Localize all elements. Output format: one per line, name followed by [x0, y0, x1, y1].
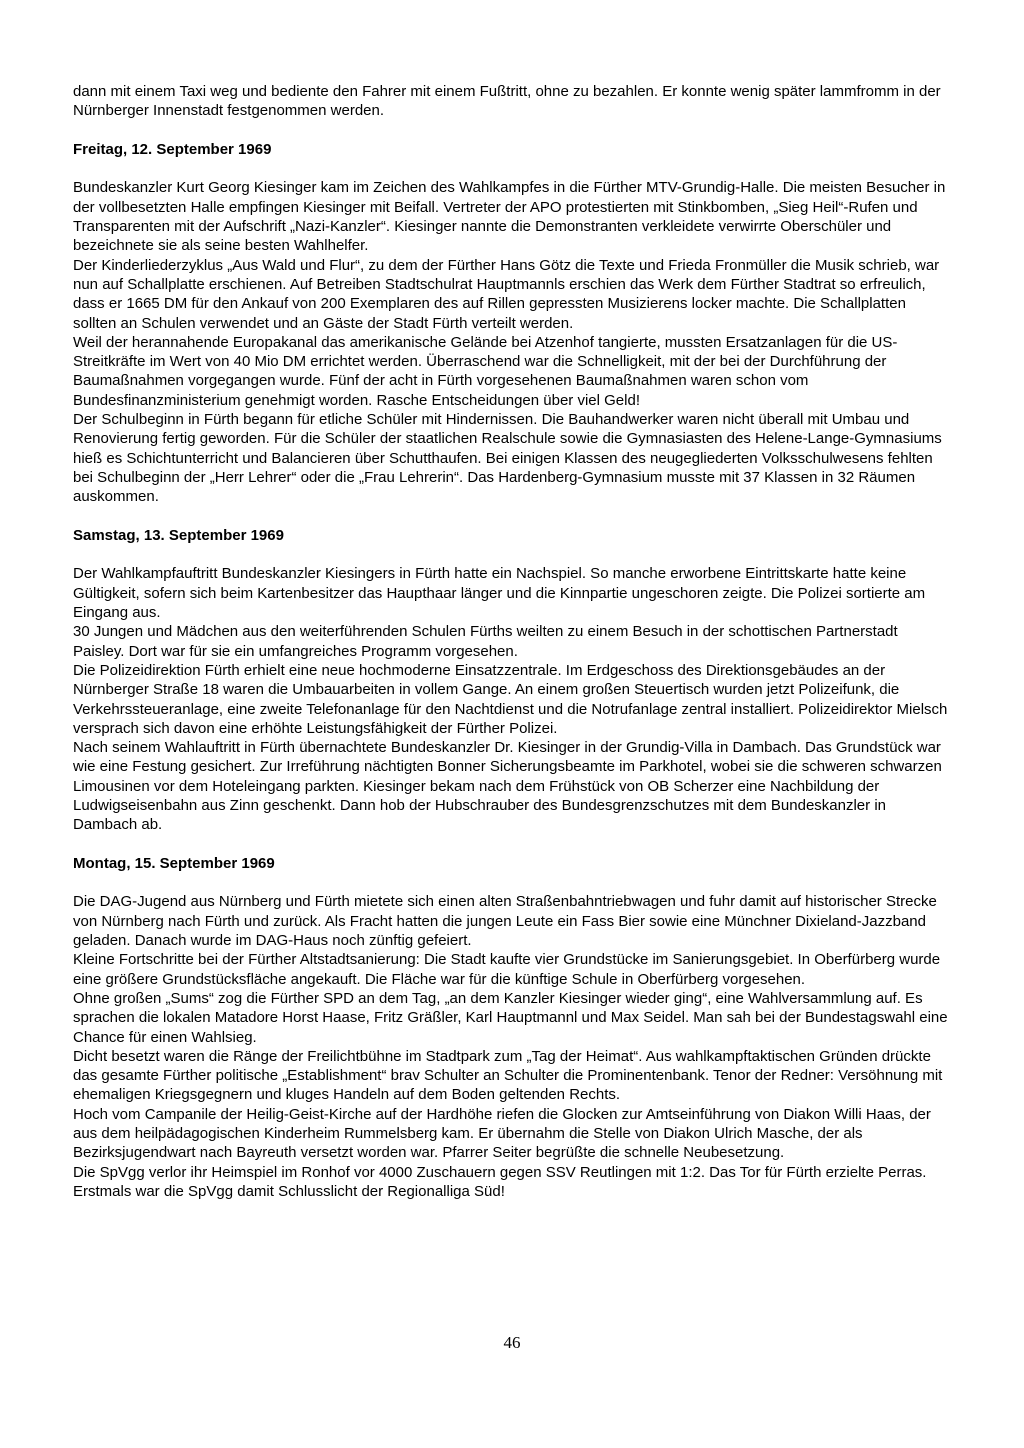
paragraph-kiesinger-wahlkampf: Bundeskanzler Kurt Georg Kiesinger kam im Zeichen des Wahlkampfes in die Fürther MTV-Grundig-Halle. Die meisten Besucher in der vollbesetzten Halle empfingen Kiesinger mit Beifall. Vertreter der APO protestierten mit Stinkbomben, „Sieg Heil“-Rufen und Transparenten mit der Aufschrift „Nazi-Kanzler“. Kiesinger nannte die Demonstranten verkleidete verwirrte Oberschüler und bezeichnete sie als seine besten Wahlhelfer.: [73, 179, 946, 255]
paragraph-spvgg-heimspiel: Die SpVgg verlor ihr Heimspiel im Ronhof vor 4000 Zuschauern gegen SSV Reutlingen mit 1:2. Das Tor für Fürth erzielte Perras. Erstmals war die SpVgg damit Schlusslicht der Regionalliga Süd!: [73, 1163, 927, 1200]
paragraph-wahlkampf-nachspiel: Der Wahlkampfauftritt Bundeskanzler Kiesingers in Fürth hatte ein Nachspiel. So manche erworbene Eintrittskarte hatte keine Gültigkeit, sofern sich beim Kartenbesitzer das Haupthaar länger und die Kinnpartie ungeschoren zeigte. Die Polizei sortierte am Eingang aus.: [73, 565, 926, 622]
paragraph-diakon-amtseinfuehrung: Hoch vom Campanile der Heilig-Geist-Kirche auf der Hardhöhe riefen die Glocken zur Amtseinführung von Diakon Willi Haas, der aus dem heilpädagogischen Kinderheim Rummelsberg kam. Er übernahm die Stelle von Diakon Ulrich Masche, der als Bezirksjugendwart nach Bayreuth versetzt worden war. Pfarrer Seiter begrüßte die schnelle Neubesetzung.: [73, 1105, 931, 1162]
paragraph-tag-der-heimat: Dicht besetzt waren die Ränge der Freilichtbühne im Stadtpark zum „Tag der Heimat“. Aus wahlkampftaktischen Gründen drückte das gesamte Fürther politische „Establishment“ brav Schulter an Schulter die Prominentenbank. Tenor der Redner: Versöhnung mit ehemaligen Kriegsgegnern und kluges Handeln auf dem Boden geltenden Rechts.: [73, 1047, 943, 1104]
paragraph-paisley-besuch: 30 Jungen und Mädchen aus den weiterführenden Schulen Fürths weilten zu einem Besuch in der schottischen Partnerstadt Paisley. Dort war für sie ein umfangreiches Programm vorgesehen.: [73, 623, 898, 660]
paragraph-schulbeginn: Der Schulbeginn in Fürth begann für etliche Schüler mit Hindernissen. Die Bauhandwerker waren nicht überall mit Umbau und Renovierung fertig geworden. Für die Schüler der staatlichen Realschule sowie die Gymnasiasten des Helene-Lange-Gymnasiums hieß es Schichtunterricht und Balancieren über Schutthaufen. Bei einigen Klassen des neugegliederten Volksschulwesens fehlten bei Schulbeginn der „Herr Lehrer“ oder die „Frau Lehrerin“. Das Hardenberg-Gymnasium musste mit 37 Klassen in 32 Räumen auskommen.: [73, 411, 942, 506]
paragraph-europakanal: Weil der herannahende Europakanal das amerikanische Gelände bei Atzenhof tangierte, mussten Ersatzanlagen für die US-Streitkräfte im Wert von 40 Mio DM errichtet werden. Überraschend war die Schnelligkeit, mit der bei der Durchführung der Baumaßnahmen vorgegangen wurde. Fünf der acht in Fürth vorgesehenen Baumaßnahmen waren schon vom Bundesfinanzministerium genehmigt worden. Rasche Entscheidungen über viel Geld!: [73, 333, 898, 409]
section-heading-samstag-13-sept: Samstag, 13. September 1969: [73, 526, 284, 544]
paragraph-spd-wahlversammlung: Ohne großen „Sums“ zog die Fürther SPD an dem Tag, „an dem Kanzler Kiesinger wieder ging“, eine Wahlversammlung auf. Es sprachen die lokalen Matadore Horst Haase, Fritz Gräßler, Karl Hauptmannl und Max Seidel. Man sah bei der Bundestagswahl eine Chance für einen Wahlsieg.: [73, 989, 948, 1046]
section-heading-freitag-12-sept: Freitag, 12. September 1969: [73, 140, 272, 158]
page-number: 46: [503, 1333, 521, 1352]
paragraph-grundig-villa: Nach seinem Wahlauftritt in Fürth übernachtete Bundeskanzler Dr. Kiesinger in der Grundig-Villa in Dambach. Das Grundstück war wie eine Festung gesichert. Zur Irreführung nächtigten Bonner Sicherungsbeamte im Parkhotel, wobei sie die schweren schwarzen Limousinen vor dem Hoteleingang parkten. Kiesinger bekam nach dem Frühstück von OB Scherzer eine Nachbildung der Ludwigseisenbahn aus Zinn geschenkt. Dann hob der Hubschrauber des Bundesgrenzschutzes mit dem Bundeskanzler in Dambach ab.: [73, 739, 942, 834]
section-heading-montag-15-sept: Montag, 15. September 1969: [73, 854, 275, 872]
paragraph-taxi-continuation: dann mit einem Taxi weg und bediente den Fahrer mit einem Fußtritt, ohne zu bezahlen. Er konnte wenig später lammfromm in der Nürnberger Innenstadt festgenommen werden.: [73, 83, 941, 120]
paragraph-altstadtsanierung: Kleine Fortschritte bei der Fürther Altstadtsanierung: Die Stadt kaufte vier Grundstücke im Sanierungsgebiet. In Oberfürberg wurde eine größere Grundstücksfläche angekauft. Die Fläche war für die künftige Schule in Oberfürberg vorgesehen.: [73, 951, 941, 988]
paragraph-polizeidirektion: Die Polizeidirektion Fürth erhielt eine neue hochmoderne Einsatzzentrale. Im Erdgeschoss des Direktionsgebäudes an der Nürnberger Straße 18 waren die Umbauarbeiten in vollem Gange. An einem großen Steuertisch wurden jetzt Polizeifunk, die Verkehrssteueranlage, eine zweite Telefonanlage für den Nachtdienst und die Notrufanlage zentral installiert. Polizeidirektor Mielsch versprach sich davon eine erhöhte Leistungsfähigkeit der Fürther Polizei.: [73, 661, 948, 737]
paragraph-dag-jugend: Die DAG-Jugend aus Nürnberg und Fürth mietete sich einen alten Straßenbahntriebwagen und fuhr damit auf historischer Strecke von Nürnberg nach Fürth und zurück. Als Fracht hatten die jungen Leute ein Fass Bier sowie eine Münchner Dixieland-Jazzband geladen. Danach wurde im DAG-Haus noch zünftig gefeiert.: [73, 893, 937, 950]
paragraph-kinderliederzyklus: Der Kinderliederzyklus „Aus Wald und Flur“, zu dem der Fürther Hans Götz die Texte und Frieda Fronmüller die Musik schrieb, war nun auf Schallplatte erschienen. Auf Betreiben Stadtschulrat Hauptmannls erschien das Werk dem Fürther Stadtrat so erfreulich, dass er 1665 DM für den Ankauf von 200 Exemplaren des auf Rillen gepressten Musizierens locker machte. Die Schallplatten sollten an Schulen verwendet und an Gäste der Stadt Fürth verteilt werden.: [73, 256, 940, 332]
page-body-text: [73, 82, 951, 1201]
